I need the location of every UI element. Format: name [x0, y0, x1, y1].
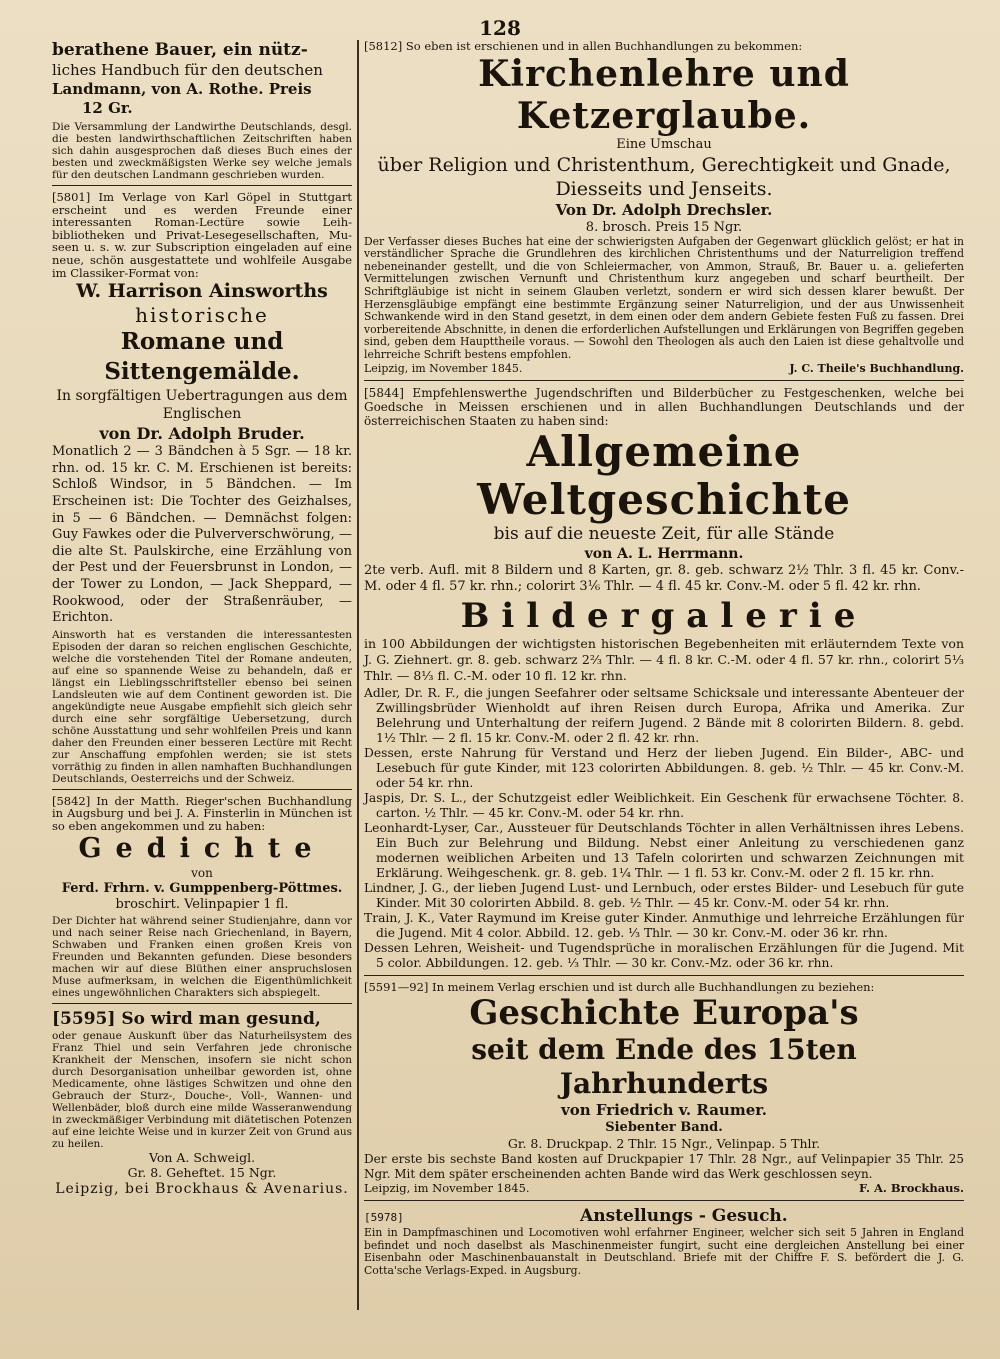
- ad-translator: von Dr. Adolph Bruder.: [99, 424, 305, 444]
- divider: [364, 1200, 964, 1201]
- ad-intro: [5812] So eben ist erschienen und in allen Buchhandlungen zu bekommen:: [364, 39, 803, 53]
- list-item: Leonhardt-Lyser, Car., Aussteuer für Deutschlands Töchter in allen Verhältnissen ihres Lebens. Ein Buch zur Belehrung und Bildung. Nebst einer Anleitung zu verschiedenen ganz modernen weiblichen Arbeiten und 13 Tafeln colorirten und schwarzen Zeichnungen mit Erklärung. Weihgeschenk. gr. 8. geb. 1¼ Thlr. — 1 fl. 53 kr. Conv.-M. oder 2 fl. 15 kr. rhn.: [364, 820, 964, 880]
- ad-author: Von A. Schweigl.: [148, 1150, 256, 1166]
- list-item: Dessen Lehren, Weisheit- und Tugendsprüche in moralischen Erzählungen für die Jugend. Mit 5 color. Abbildungen. 12. geb. ⅓ Thlr. — 30 kr. Conv.-Mz. oder 36 kr. rhn.: [364, 940, 964, 970]
- ad-text: Der Dichter hat während seiner Studienjahre, dann vor und nach seiner Reise nach Griechenland, in Bayern, Schwaben und Franken einen großen Kreis von Freunden und Bekannten gefunden. Diese besonders machen wir auf diese Blüthen einer anspruchslosen Muse aufmerksam, in welchen die Eigenthümlichkeit eines ungewöhnlichen Charakters sich abspiegelt.: [52, 915, 352, 1000]
- ad-anstellungs-gesuch: [364, 1206, 964, 1277]
- ad-footer: [364, 362, 964, 376]
- ad-romane-title: Romane und Sittengemälde.: [104, 328, 300, 386]
- ad-text: Der Verfasser dieses Buches hat eine der schwierigsten Aufgaben der Gegenwart glücklich gelöst; er hat in verständlicher Sprache die Grundlehren des kirchlichen Christenthums und der Naturreligion treffend nebeneinander gestellt, und die von Schleiermacher, von Ammon, Strauß, Br. Bauer u. a. gelieferten Vermittelungen zwischen Vernunft und Christenthum kurz angegeben und scharf beurtheilt. Der Schriftgläubige ist nicht in seinem Glauben verletzt, sondern er wird sich dessen klarer bewußt. Der Herzensgläubige empfängt eine bestimmte Ergänzung seiner Naturreligion, und der aus Unwissenheit Schwankende wird in den Stand gesetzt, in dem einen oder dem andern Gebiete festen Fuß zu fassen. Drei vorbereitende Abschnitte, in denen die erforderlichen Aufstellungen und Erklärungen von Begriffen gegeben sind, geben dem Haupttheile voraus. — Sowohl den Theologen als auch den Laien ist diese gehaltvolle und lehrreiche Schrift bestens empfohlen.: [364, 234, 964, 361]
- left-column: [52, 40, 352, 1198]
- list-item: Jaspis, Dr. S. L., der Schutzgeist edler Weiblichkeit. Ein Geschenk für erwachsene Töchter. 8. carton. ½ Thlr. — 45 kr. Conv.-M. oder 54 kr. rhn.: [364, 790, 964, 820]
- ad-intro: [5844] Empfehlenswerthe Jugendschriften und Bilderbücher zu Festgeschenken, welche bei Goedsche in Meissen erschienen und in allen Buchhandlungen Deutschlands und der österreichischen Staaten zu haben sind:: [364, 385, 964, 428]
- ad-bildergalerie: [364, 596, 964, 684]
- ad-text: in 100 Abbildungen der wichtigsten historischen Begebenheiten mit erläuterndem Texte von J. G. Ziehnert. gr. 8. geb. schwarz 2⅔ Thlr. — 4 fl. 8 kr. C.-M. oder 4 fl. 57 kr. rhn., colorirt 5⅓ Thlr. — 8⅓ fl. C.-M. oder 10 fl. 12 kr. rhn.: [364, 635, 964, 683]
- ad-subtitle: bis auf die neueste Zeit, für alle Stände: [493, 523, 835, 544]
- ad-author: von Friedrich v. Raumer.: [561, 1101, 767, 1120]
- ad-publisher: F. A. Brockhaus.: [858, 1181, 964, 1196]
- ad-band: Siebenter Band.: [605, 1120, 723, 1136]
- column-divider: [357, 40, 359, 1310]
- ad-author: Ferd. Frhrn. v. Gumppenberg-Pöttmes.: [61, 881, 343, 897]
- ad-number: [5978]: [364, 1211, 404, 1225]
- list-item: Train, J. K., Vater Raymund im Kreise guter Kinder. Anmuthige und lehrreiche Erzählungen für die Jugend. Mit 4 color. Abbild. 12. geb. ⅓ Thlr. — 30 kr. Conv.-M. oder 36 kr. rhn.: [364, 910, 964, 940]
- ad-price: broschirt. Velinpapier 1 fl.: [115, 897, 289, 913]
- ad-title: Allgemeine Weltgeschichte: [477, 426, 851, 524]
- ad-price: Gr. 8. Druckpap. 2 Thlr. 15 Ngr., Velinpap. 5 Thlr.: [507, 1136, 821, 1152]
- ad-intro: [5801] Im Verlage von Karl Göpel in Stuttgart erscheint und es werden Freunde einer interessanten Roman-Lectüre sowie Leihbibliotheken und Privat-Lesegesellschaften, Museen u. s. w. zur Subscription eingeladen auf eine neue, schön ausgestattete und wohlfeile Ausgabe im Classiker-Format von:: [52, 190, 352, 280]
- divider: [364, 975, 964, 976]
- ad-price: 12 Gr.: [82, 99, 133, 117]
- ad-intro: [5842] In der Matth. Rieger'schen Buchhandlung in Augsburg und bei J. A. Finsterlin in München ist so eben angekommen und zu haben:: [52, 793, 352, 833]
- ad-title: Bildergalerie: [460, 595, 868, 636]
- right-column: [364, 40, 964, 1277]
- book-list: [364, 686, 964, 971]
- ad-title: Anstellungs - Gesuch.: [580, 1206, 788, 1227]
- ad-details: 2te verb. Aufl. mit 8 Bildern und 8 Karten, gr. 8. geb. schwarz 2½ Thlr. 3 fl. 45 kr. Conv.-M. oder 4 fl. 57 kr. rhn.; colorirt 3⅙ Thlr. — 4 fl. 45 kr. Conv.-M. oder 5 fl. 42 kr. rhn.: [364, 562, 964, 595]
- ad-subtitle: seit dem Ende des 15ten Jahrhunderts: [471, 1033, 857, 1101]
- ad-intro: [5591—92] In meinem Verlag erschien und ist durch alle Buchhandlungen zu beziehen:: [364, 979, 875, 994]
- ad-title: berathene Bauer, ein nütz-: [52, 40, 308, 60]
- ad-line: Landmann, von A. Rothe. Preis: [52, 80, 312, 98]
- list-item: Adler, Dr. R. F., die jungen Seefahrer oder seltsame Schicksale und interessante Abenteuer der Zwillingsbrüder Wienholdt auf ihren Reisen durch Europa, Afrika und Amerika. Zur Belehrung und Unterhaltung der reifern Jugend. 2 Bände mit 8 colorirten Bildern. 8. gebd. 1½ Thlr. — 2 fl. 15 kr. Conv.-M. oder 2 fl. 42 kr. rhn.: [364, 685, 964, 745]
- page-number: 128: [479, 16, 521, 40]
- ad-berathene-bauer: [52, 40, 352, 181]
- ad-subtitle: über Religion und Christenthum, Gerechtigkeit und Gnade,: [377, 153, 951, 176]
- ad-ainsworth: [52, 191, 352, 785]
- ad-gedichte: [52, 795, 352, 1000]
- list-item: Dessen, erste Nahrung für Verstand und Herz der lieben Jugend. Ein Bilder-, ABC- und Lesebuch für gute Kinder, mit 123 colorirten Abbildungen. 8. geb. ½ Thlr. — 45 kr. Conv.-M. oder 54 kr. rhn.: [364, 745, 964, 790]
- ad-author: Von Dr. Adolph Drechsler.: [555, 200, 773, 219]
- ad-author: von A. L. Herrmann.: [584, 545, 744, 562]
- ad-kirchenlehre: [364, 40, 964, 376]
- ad-text: Die Versammlung der Landwirthe Deutschlands, desgl. die besten landwirthschaftlichen Zeitschriften haben sich dahin ausgesprochen daß dieses Buch eines der besten und zweckmäßigsten Werke sey welche jemals für den deutschen Landmann geschrieben wurden.: [52, 121, 352, 181]
- ad-price: Gr. 8. Geheftet. 15 Ngr.: [127, 1165, 277, 1181]
- ad-historische: historische: [135, 303, 269, 328]
- ad-geschichte-europas: [364, 981, 964, 1197]
- ad-heading: [364, 1206, 964, 1227]
- ad-subtitle: In sorgfältigen Uebertragungen aus dem Englischen: [56, 388, 348, 423]
- ad-title: Gedichte: [78, 833, 326, 865]
- divider: [52, 1003, 352, 1004]
- ad-text: oder genaue Auskunft über das Naturheilsystem des Franz Thiel und sein Verfahren jede chronische Krankheit der Menschen, insofern sie nicht schon durch Desorganisation unheilbar geworden ist, ohne Medicamente, ohne lästiges Schwitzen und ohne den Gebrauch der Sturz-, Douche-, Voll-, Wannen- und Wellenbäder, bloß durch eine milde Wasseranwendung in zweckmäßiger Verbindung mit diätetischen Potenzen auf eine leichte Weise und in kurzer Zeit von Grund aus zu heilen.: [52, 1030, 352, 1151]
- ad-gesund: [52, 1009, 352, 1198]
- ad-subtitle: Diesseits und Jenseits.: [555, 177, 773, 200]
- ad-title: [5595] So wird man gesund,: [52, 1009, 321, 1030]
- ad-publisher: Leipzig, bei Brockhaus & Avenarius.: [55, 1181, 349, 1198]
- ad-text: Ainsworth hat es verstanden die interessantesten Episoden der daran so reichen englischen Geschichte, welche die vorstehenden Titel der Romane andeuten, auf eine so spannende Weise zu behandeln, daß er längst ein Lieblingsschriftsteller ebenso bei seinen Landsleuten wie auf dem Continent geworden ist. Die angekündigte neue Ausgabe empfiehlt sich gleich sehr durch eine sehr sorgfältige Uebersetzung, durch schöne Ausstattung und sehr wohlfeilen Preis und kann daher den Freunden einer besseren Lectüre mit Recht zur Anschaffung empfohlen werden; sie ist stets vorräthig zu finden in allen namhaften Buchhandlungen Deutschlands, Oesterreichs und der Schweiz.: [52, 628, 352, 785]
- ad-title: Kirchenlehre und Ketzerglaube.: [478, 52, 850, 137]
- ad-place: Leipzig, im November 1845.: [364, 361, 523, 375]
- ad-line: liches Handbuch für den deutschen: [52, 61, 323, 79]
- ad-weltgeschichte: [364, 386, 964, 596]
- ad-publisher: J. C. Theile's Buchhandlung.: [789, 361, 964, 375]
- ad-price: 8. brosch. Preis 15 Ngr.: [585, 219, 743, 235]
- ad-place: Leipzig, im November 1845.: [364, 1181, 530, 1196]
- divider: [52, 185, 352, 186]
- ad-von: von: [191, 866, 213, 881]
- divider: [52, 789, 352, 790]
- ad-subtitle: Eine Umschau: [616, 136, 712, 152]
- divider: [364, 380, 964, 381]
- ad-footer: [364, 1181, 964, 1196]
- ad-author: W. Harrison Ainsworths: [76, 280, 328, 303]
- ad-text: Ein in Dampfmaschinen und Locomotiven wohl erfahrner Engineer, welcher sich seit 5 Jahren in England befindet und noch daselbst als Maschinenmeister fungirt, sucht eine dergleichen Anstellung bei einer Eisenbahn oder Maschinenbauanstalt in Deutschland. Briefe mit der Chiffre F. S. befördert die J. G. Cotta'sche Verlags-Exped. in Augsburg.: [364, 1226, 964, 1277]
- ad-details: Monatlich 2 — 3 Bändchen à 5 Sgr. — 18 kr. rhn. od. 15 kr. C. M. Erschienen ist bereits: Schloß Windsor, in 5 Bändchen. — Im Erscheinen ist: Die Tochter des Geizhalses, in 5 — 6 Bändchen. — Demnächst folgen: Guy Fawkes oder die Pulververschwörung, — die alte St. Paulskirche, eine Erzählung von der Pest und der Feuersbrunst in London, — der Tower zu London, — Jack Sheppard, — Rookwood, oder der Straßenräuber, — Erichton.: [52, 444, 352, 626]
- ad-title: Geschichte Europa's: [469, 993, 859, 1034]
- list-item: Lindner, J. G., der lieben Jugend Lust- und Lernbuch, oder erstes Bilder- und Lesebuch für gute Kinder. Mit 30 colorirten Abbild. 8. geb. ½ Thlr. — 45 kr. Conv.-M. oder 54 kr. rhn.: [364, 880, 964, 910]
- ad-text: Der erste bis sechste Band kosten auf Druckpapier 17 Thlr. 28 Ngr., auf Velinpapier 35 Thlr. 25 Ngr. Mit dem später erscheinenden achten Bande wird das Werk geschlossen seyn.: [364, 1152, 964, 1181]
